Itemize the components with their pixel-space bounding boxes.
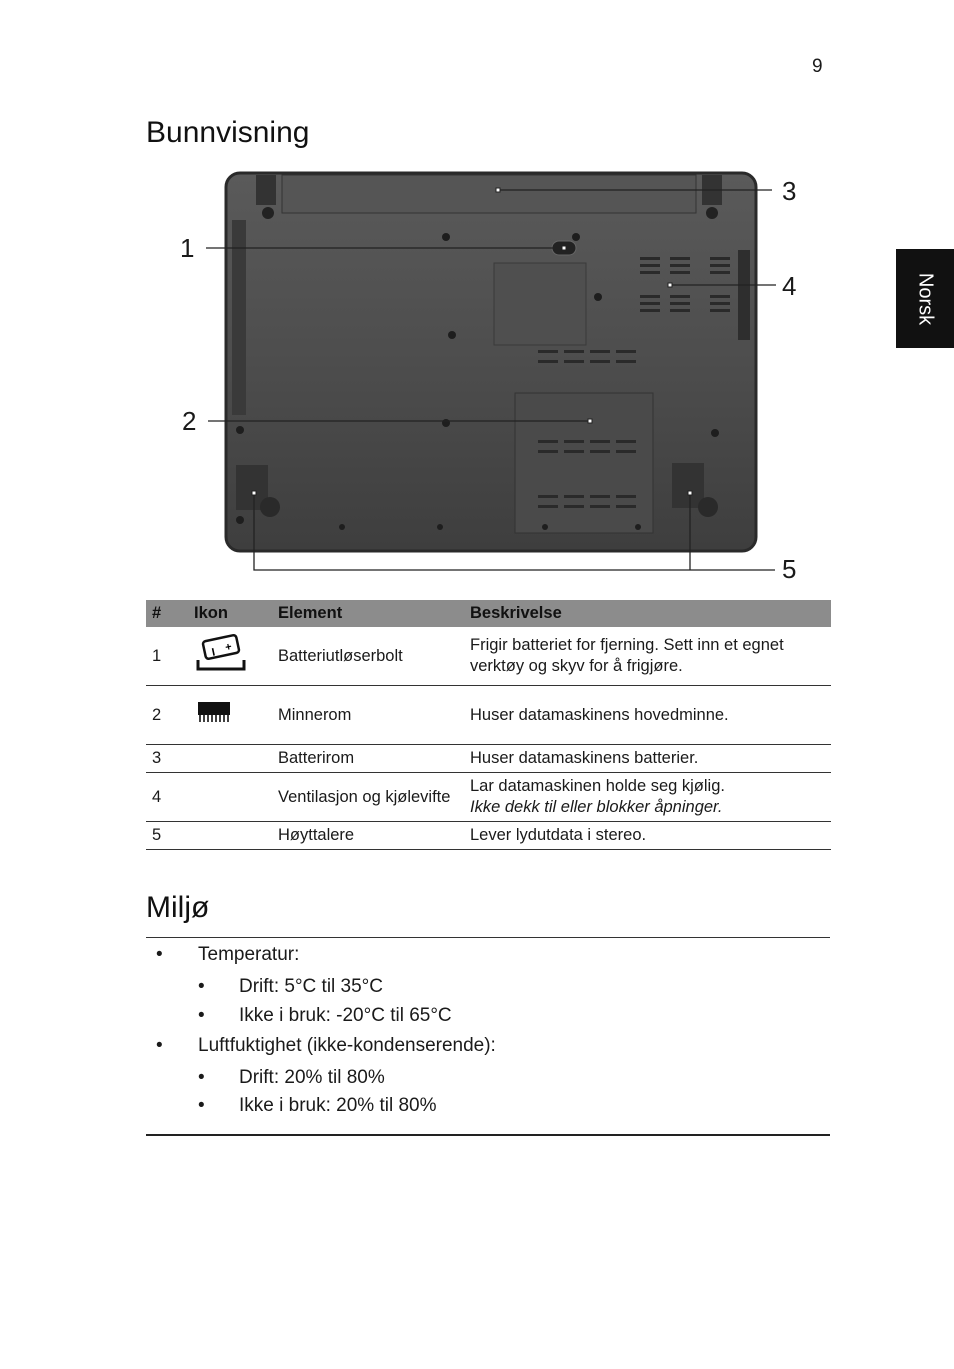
- callout-5: 5: [782, 554, 797, 584]
- row-element: Ventilasjon og kjølevifte: [272, 773, 464, 822]
- bullet: •: [156, 1035, 163, 1056]
- table-header-row: [146, 600, 831, 627]
- callout-1: 1: [180, 233, 195, 263]
- table-row: [146, 822, 831, 850]
- memory-compartment: [515, 393, 653, 533]
- battery-compartment: [282, 175, 696, 213]
- row-number: 3: [146, 745, 188, 773]
- header-element: Element: [272, 600, 464, 627]
- bullet: •: [156, 944, 163, 965]
- header-description: Beskrivelse: [464, 600, 831, 627]
- environment-top-rule: [146, 937, 830, 938]
- section-title-environment: Miljø: [146, 891, 210, 924]
- row-description: Huser datamaskinens batterier.: [464, 745, 831, 773]
- laptop-bottom-view-figure: [170, 165, 810, 585]
- section-title-bottom-view: Bunnvisning: [146, 116, 310, 149]
- callout-4: 4: [782, 271, 797, 301]
- env-humidity-nonoperating: Ikke i bruk: 20% til 80%: [239, 1095, 437, 1116]
- row-description-note: Ikke dekk til eller blokker åpninger.: [470, 798, 723, 816]
- bullet: •: [198, 1095, 205, 1116]
- header-icon: Ikon: [188, 600, 272, 627]
- env-label-humidity: Luftfuktighet (ikke-kondenserende):: [198, 1035, 496, 1056]
- row-element: Høyttalere: [272, 822, 464, 850]
- row-icon-cell: [188, 822, 272, 850]
- row-element: Batteriutløserbolt: [272, 627, 464, 686]
- env-temp-operating: Drift: 5°C til 35°C: [239, 976, 384, 997]
- row-icon-cell: [188, 686, 272, 745]
- table-row: [146, 745, 831, 773]
- svg-text:+: +: [224, 640, 233, 654]
- row-description: Frigir batteriet for fjerning. Sett inn et egnet verktøy og skyv for å frigjøre.: [464, 627, 831, 686]
- right-speaker: [672, 463, 704, 508]
- bullet: •: [198, 1067, 205, 1088]
- row-element: Batterirom: [272, 745, 464, 773]
- row-description: Lever lydutdata i stereo.: [464, 822, 831, 850]
- battery-release-icon: [194, 633, 248, 673]
- callout-3: 3: [782, 176, 797, 206]
- row-element: Minnerom: [272, 686, 464, 745]
- row-description: Huser datamaskinens hovedminne.: [464, 686, 831, 745]
- row-icon-cell: [188, 745, 272, 773]
- environment-bottom-rule: [146, 1134, 830, 1136]
- table-row: [146, 627, 831, 686]
- bullet: •: [198, 1005, 205, 1026]
- page-number: 9: [812, 56, 823, 77]
- header-number: #: [146, 600, 188, 627]
- svg-text:I: I: [210, 646, 217, 659]
- table-row: [146, 773, 831, 822]
- bullet: •: [198, 976, 205, 997]
- row-icon-cell: [188, 627, 272, 686]
- row-description-text: Lar datamaskinen holde seg kjølig.: [470, 777, 725, 795]
- row-number: 4: [146, 773, 188, 822]
- language-tab-label: Norsk: [914, 272, 937, 325]
- language-tab: [896, 249, 954, 348]
- callout-2: 2: [182, 406, 197, 436]
- component-table: [146, 600, 831, 850]
- env-temp-nonoperating: Ikke i bruk: -20°C til 65°C: [239, 1005, 452, 1026]
- row-number: 2: [146, 686, 188, 745]
- row-number: 5: [146, 822, 188, 850]
- env-humidity-operating: Drift: 20% til 80%: [239, 1067, 385, 1088]
- env-label-temperature: Temperatur:: [198, 944, 300, 965]
- row-description: [464, 773, 831, 822]
- memory-icon: [194, 698, 234, 726]
- row-icon-cell: [188, 773, 272, 822]
- table-row: [146, 686, 831, 745]
- row-number: 1: [146, 627, 188, 686]
